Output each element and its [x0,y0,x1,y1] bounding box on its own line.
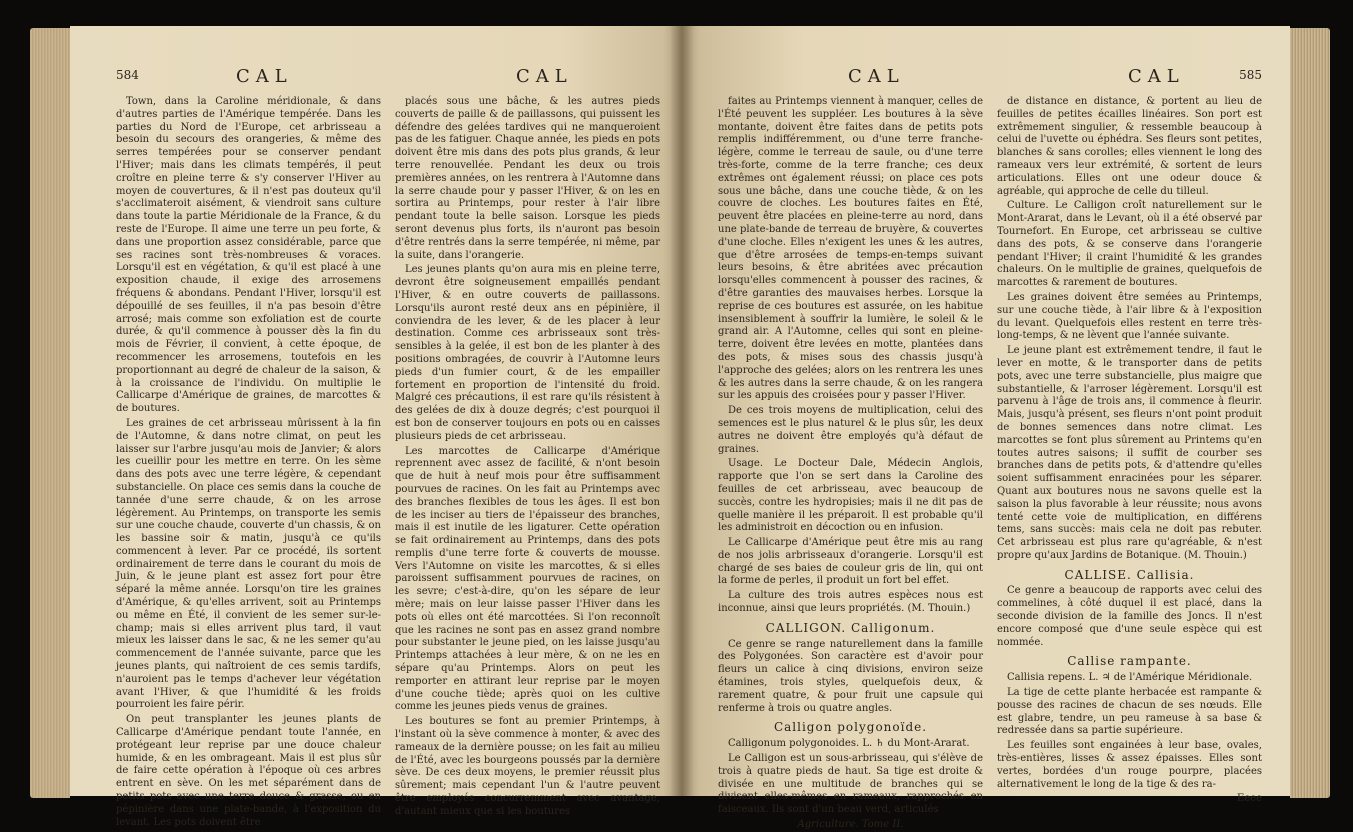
right-head-word-2: CAL [1128,66,1185,87]
right-columns [718,96,1262,832]
paragraph: faites au Printemps viennent à manquer, celles de l'Été peuvent les suppléer. Les boutures à la sève montante, doivent être faites dans de petits pots remplis indifféremment, ou d'une terre franche-légère, comme le terreau de saule, ou d'une terre très-forte, comme de la terre franche; ces deux extrêmes ont également réussi; on place ces pots sous une bâche, dans une couche tiède, & on les couvre de cloches. Les boutures faites en Été, peuvent être placées en pleine-terre au nord, dans une plate-bande de terreau de bruyère, & couvertes d'une cloche. Elles n'exigent les unes & les autres, que d'être arrosées de temps-en-temps suivant leurs besoins, & être abritées avec précaution lorsqu'elles commencent à pousser des racines, & d'être garanties des mauvaises herbes. Lorsque la reprise de ces boutures est assurée, on les habitue insensiblement à souffrir la lumière, le soleil & le grand air. A l'Automne, celles qui sont en pleine-terre, doivent être levées en motte, plantées dans des pots, & mises sous des chassis jusqu'à l'approche des gelées; alors on les rentrera les unes & les autres dans la serre chaude, & on les rangera sur les appuis des croisées pour y passer l'Hiver. [718,96,983,402]
paragraph: Les jeunes plants qu'on aura mis en pleine terre, devront être soigneusement empaillés pendant l'Hiver, & en outre couverts de paillassons. Lorsqu'ils auront resté deux ans en pépinière, il conviendra de les lever, & de les placer à leur destination. Comme ces arbrisseaux sont très-sensibles à la gelée, il est bon de les planter à des positions ombragées, de couvrir à l'Automne leurs pieds d'un fumier court, & de les empailler fortement en proportion de l'intensité du froid. Malgré ces précautions, il est rare qu'ils résistent à des gelées de dix à douze degrés; c'est pourquoi il est bon de conserver toujours en pots ou en caisses plusieurs pieds de cet arbrisseau. [395,264,660,442]
species-name: Calligon polygonoïde. [773,720,928,735]
paragraph: Town, dans la Caroline méridionale, & dans d'autres parties de l'Amérique tempérée. Dans les parties du Nord de l'Europe, cet arbrisseau a besoin du secours des orangeries, & même des serres tempérées pour se conserver pendant l'Hiver; mais dans les climats tempérés, il peut croître en pleine terre & s'y conserver l'Hiver au moyen de couvertures, & il n'est pas douteux qu'il s'acclimateroit aisément, & viendroit sans culture dans toute la partie Méridionale de la France, & du reste de l'Europe. Il aime une terre un peu forte, & dans une proportion assez considérable, parce que ses racines sont très-nombreuses & voraces. Lorsqu'il est en végétation, & qu'il est placé à une exposition chaude, il exige des arrosemens fréquens & abondans. Pendant l'Hiver, lorsqu'il est dépouillé de ses feuilles, il n'a pas besoin d'être arrosé; mais comme son exfoliation est de courte durée, & qu'il commence à pousser dès la fin du mois de Février, il convient, à cette époque, de recommencer les arrosemens, toutefois en les proportionnant au degré de chaleur de la saison, & à la croissance de l'individu. On multiplie le Callicarpe d'Amérique de graines, de marcottes & de boutures. [116,96,381,415]
paragraph: On peut transplanter les jeunes plants de Callicarpe d'Amérique pendant toute l'année, en protégeant leur reprise par une douce chaleur humide, & en les ombrageant. Mais il est plus sûr de faire cette opération à l'époque où ces arbres entrent en sève. On les met séparément dans de petits pots avec une terre douce & grasse, ou en pépinière dans une plate-bande, à l'exposition du levant. Les pots doivent être [116,714,381,828]
paragraph: La tige de cette plante herbacée est rampante & pousse des racines de chacun de ses nœuds. Elle est glabre, tendre, un peu rameuse à sa base & redressée dans sa partie supérieure. [997,687,1262,737]
right-page [682,26,1290,831]
paragraph: de distance en distance, & portent au lieu de feuilles de petites écailles linéaires. Son port est extrêmement singulier, & ressemble beaucoup à celui de l'uvette ou éphédra. Ses fleurs sont petites, blanches & sans corolles; elles viennent le long des rameaux vers leur extrémité, & sortent de leurs articulations. Elles ont une odeur douce & agréable, qui approche de celle du tilleul. [997,96,1262,197]
paragraph: Les boutures se font au premier Printemps, à l'instant où la sève commence à monter, & avec des rameaux de la dernière pousse; on les fait au milieu de l'Été, avec les bourgeons poussés par la dernière sève. De ces deux moyens, le premier réussit plus sûrement; mais cependant l'un & l'autre peuvent être employés concurremment avec avantage, d'autant mieux que si les boutures [395,716,660,817]
paragraph: Le jeune plant est extrêmement tendre, il faut le lever en motte, & le transporter dans de petits pots, avec une terre substancielle, plus maigre que substantielle, & l'arroser légèrement. Lorsqu'il est parvenu à l'âge de trois ans, il commence à fleurir. Mais, jusqu'à présent, ses fleurs n'ont point produit de bonnes semences dans notre climat. Les marcottes se font plus sûrement au Printems qu'en toutes autres saisons; il suffit de courber ses branches dans de petits pots, & d'attendre qu'elles soient suffisamment enracinées pour les séparer. Quant aux boutures nous ne savons quelle est la saison la plus favorable à leur réussite; nous avons tenté cette voie de multiplication, en différens tems, sans succès: mais cela ne doit pas rebuter. Cet arbrisseau est plus rare qu'agréable, & n'est propre qu'aux Jardins de Botanique. (M. Thouin.) [997,345,1262,561]
right-column-1 [718,96,983,832]
paragraph: Culture. Le Calligon croît naturellement sur le Mont-Ararat, dans le Levant, où il a été observé par Tournefort. En Europe, cet arbrisseau se cultive dans des pots, & se conserve dans l'orangerie pendant l'Hiver; il craint l'humidité & les grandes chaleurs. On le multiplie de graines, quelquefois de marcottes & rarement de boutures. [997,200,1262,289]
left-head-word-2: CAL [516,66,573,87]
left-page-edges [30,28,70,798]
paragraph: De ces trois moyens de multiplication, celui des semences est le plus naturel & le plus sûr, les deux autres ne doivent être employés qu'à défaut de graines. [718,405,983,455]
paragraph: Calligonum polygonoides. L. ♄ du Mont-Ararat. [728,738,970,750]
paragraph: Usage. Le Docteur Dale, Médecin Anglois, rapporte que l'on se sert dans la Caroline des feuilles de cet arbrisseau, avec beaucoup de succès, contre les hydropisies; mais il ne dit pas de quelle manière il les préparoit. Il est probable qu'il les administroit en décoction ou en infusion. [718,458,983,534]
left-head-word-1: CAL [236,66,293,87]
open-book [30,18,1330,831]
paragraph: Les graines de cet arbrisseau mûrissent à la fin de l'Automne, & dans notre climat, on peut les laisser sur l'arbre jusqu'au mois de Janvier; & alors les cueillir pour les mettre en terre. On les sème dans des pots avec une terre légère, & cependant substancielle. On place ces semis dans la couche de tannée d'une serre chaude, & on les arrose légèrement. Au Printemps, on transporte les semis sur une couche chaude, couverte d'un chassis, & on les bassine soir & matin, jusqu'à ce qu'ils commencent à lever. Par ce procédé, ils sortent ordinairement de terre dans le courant du mois de Juin, & le jeune plant est assez fort pour être séparé la même année. Lorsqu'on tire les graines d'Amérique, & qu'elles arrivent, soit au Printemps ou même en Été, il convient de les semer sur-le-champ; mais si elles arrivent plus tard, il vaut mieux les laisser dans le sac, & ne les semer qu'au commencement de l'année suivante, parce que les jeunes plants, qui naîtroient de ces semis tardifs, n'auroient pas le temps d'achever leur végétation avant l'Hiver, & que l'humidité & les froids pourroient les faire périr. [116,417,381,711]
volume-footer: Agriculture. Tome II. [797,819,904,831]
paragraph: Callisia repens. L. ♃ de l'Amérique Méridionale. [1007,672,1253,684]
right-head-word-1: CAL [848,66,905,87]
left-page-number: 584 [116,68,139,82]
right-page-number: 585 [1239,68,1262,82]
paragraph: Les marcottes de Callicarpe d'Amérique reprennent avec assez de facilité, & n'ont besoin que de huit à neuf mois pour être suffisamment pourvues de racines. On les fait au Printemps avec des branches flexibles de tous les âges. Il est bon de les inciser au tiers de l'épaisseur des branches, mais il est inutile de les ligaturer. Cette opération se fait ordinairement au Printemps, dans des pots remplis d'une terre forte & couverts de mousse. Vers l'Automne on visite les marcottes, & si elles paroissent suffisamment pourvues de racines, on les sevre; c'est-à-dire, qu'on les sépare de leur mère; mais on leur laisse passer l'Hiver dans les pots où elles ont été marcottées. Si l'on reconnoît que les racines ne sont pas en assez grand nombre pour substanter le jeune pied, on les laisse jusqu'au Printemps attachées à leur mère, & on ne les en sépare qu'au Printemps. Alors on peut les remporter en attirant leur reprise par le moyen d'une couche tiède; après quoi on les cultive comme les jeunes pieds venus de graines. [395,445,660,713]
entry-title-calligon: CALLIGON. Calligonum. [765,620,936,635]
right-column-2 [997,96,1262,832]
entry-title-callise: CALLISE. Callisia. [1064,567,1195,582]
left-running-head [116,66,660,92]
species-name: Callise rampante. [1067,654,1192,669]
paragraph: Les graines doivent être semées au Printemps, sur une couche tiède, à l'air libre & à l'exposition du levant. Quelquefois elles restent en terre très-long-temps, & ne lèvent que l'année suivante. [997,291,1262,342]
left-page [70,26,682,828]
right-running-head [718,66,1262,92]
paragraph: Ce genre a beaucoup de rapports avec celui des commelines, à côté duquel il est placé, dans la seconde division de la famille des Joncs. Il n'est encore composé que d'une seule espèce qui est nommée. [997,585,1262,648]
book-gutter [670,26,694,796]
paragraph: La culture des trois autres espèces nous est inconnue, ainsi que leurs propriétés. (M. Thouin.) [718,590,983,615]
left-column-1 [116,96,381,831]
paragraph: Ce genre se range naturellement dans la famille des Polygonées. Son caractère est d'avoir pour fleurs un calice à cinq divisions, environ seize étamines, trois styles, quelquefois deux, & rarement quatre, & pour fruit une capsule qui renferme à trois ou quatre angles. [718,638,983,714]
paragraph: Le Callicarpe d'Amérique peut être mis au rang de nos jolis arbrisseaux d'orangerie. Lorsqu'il est chargé de ses baies de couleur gris de lin, qui ont la forme de perles, il produit un fort bel effet. [718,537,983,587]
signature-mark: Eeee [1236,793,1262,805]
right-page-edges [1290,28,1330,798]
paragraph: Le Calligon est un sous-arbrisseau, qui s'élève de trois à quatre pieds de haut. Sa tige est droite & divisée en une multitude de branches qui se divisent elles-mêmes en rameaux, rapprochés en faisceaux. Ils sont d'un beau verd, articulés [718,753,983,816]
paragraph: Les feuilles sont engainées à leur base, ovales, très-entières, lisses & assez épaisses. Elles sont vertes, bordées d'un rouge pourpre, placées alternativement le long de la tige & des ra- [997,740,1262,790]
paragraph: placés sous une bâche, & les autres pieds couverts de paille & de paillassons, qui puissent les défendre des gelées tardives qui ne manqueroient pas de les fatiguer. Chaque année, les pieds en pots doivent être mis dans des pots plus grands, & leur terre renouvellée. Pendant les deux ou trois premières années, on les rentrera à l'Automne dans la serre chaude pour y passer l'Hiver, & on les en sortira au Printemps, pour rester à l'air libre pendant toute la belle saison. Lorsque les pieds seront devenus plus forts, ils n'auront pas besoin d'être rentrés dans la serre tempérée, ni même, par la suite, dans l'orangerie. [395,96,660,261]
left-columns [116,96,660,831]
left-column-2 [395,96,660,831]
